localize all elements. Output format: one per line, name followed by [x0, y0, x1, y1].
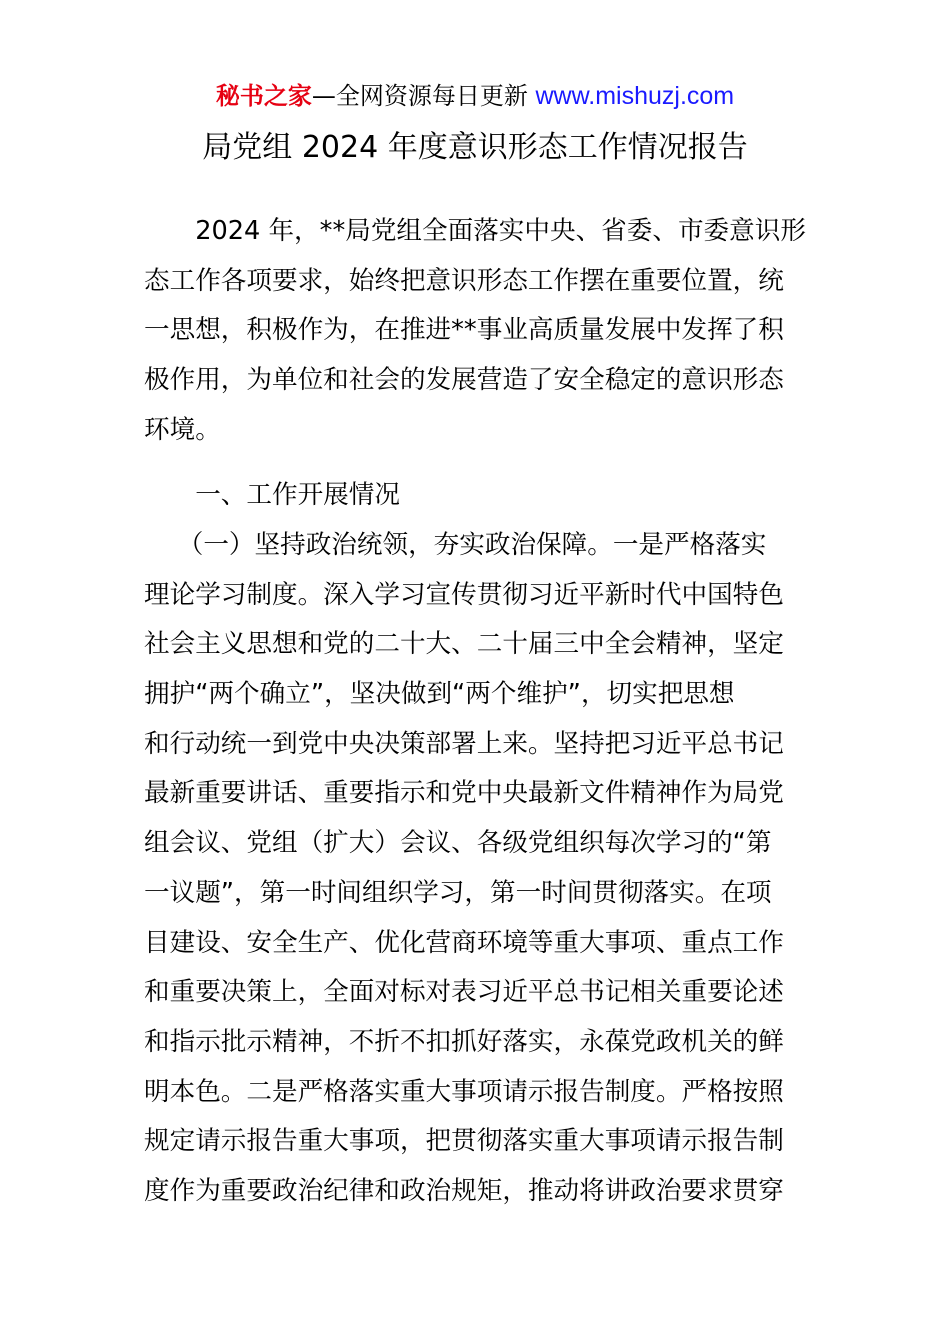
text-line: 组会议、党组（扩大）会议、各级党组织每次学习的“第	[144, 828, 772, 859]
text-line: 规定请示报告重大事项，把贯彻落实重大事项请示报告制	[144, 1126, 784, 1157]
text-line: 一思想，积极作为，在推进**事业高质量发展中发挥了积	[144, 315, 784, 346]
text-line: 度作为重要政治纪律和政治规矩，推动将讲政治要求贯穿	[144, 1175, 784, 1206]
text-line: 和重要决策上，全面对标对表习近平总书记相关重要论述	[144, 977, 784, 1008]
text-line: 2024 年，**局党组全面落实中央、省委、市委意识形	[144, 216, 806, 246]
text-line: 明本色。二是严格落实重大事项请示报告制度。严格按照	[144, 1076, 784, 1107]
header-tagline: —全网资源每日更新	[311, 82, 528, 110]
text-line: 理论学习制度。深入学习宣传贯彻习近平新时代中国特色	[144, 579, 784, 610]
brand-name: 秘书之家	[215, 82, 312, 110]
text-line: 态工作各项要求，始终把意识形态工作摆在重要位置，统	[144, 265, 784, 296]
site-header	[0, 78, 950, 114]
text-line: 一议题”，第一时间组织学习，第一时间贯彻落实。在项	[144, 877, 772, 908]
text-line: 和指示批示精神，不折不扣抓好落实，永葆党政机关的鲜	[144, 1026, 784, 1057]
text-line: （一）坚持政治统领，夯实政治保障。一是严格落实	[144, 530, 767, 560]
document-title: 局党组 2024 年度意识形态工作情况报告	[202, 130, 748, 165]
body-paragraph	[144, 521, 809, 1217]
site-url-link[interactable]: www.mishuzj.com	[535, 82, 735, 110]
text-line: 环境。	[144, 414, 221, 445]
text-line: 和行动统一到党中央决策部署上来。坚持把习近平总书记	[144, 728, 784, 759]
intro-paragraph	[144, 207, 809, 455]
text-line: 拥护“两个确立”，坚决做到“两个维护”，切实把思想	[144, 679, 735, 710]
section-heading	[144, 471, 809, 521]
text-line: 极作用，为单位和社会的发展营造了安全稳定的意识形态	[144, 365, 784, 396]
text-line: 目建设、安全生产、优化营商环境等重大事项、重点工作	[144, 927, 784, 958]
text-line: 最新重要讲话、重要指示和党中央最新文件精神作为局党	[144, 778, 784, 809]
heading-line: 一、工作开展情况	[144, 480, 400, 510]
text-line: 社会主义思想和党的二十大、二十届三中全会精神，坚定	[144, 629, 784, 660]
